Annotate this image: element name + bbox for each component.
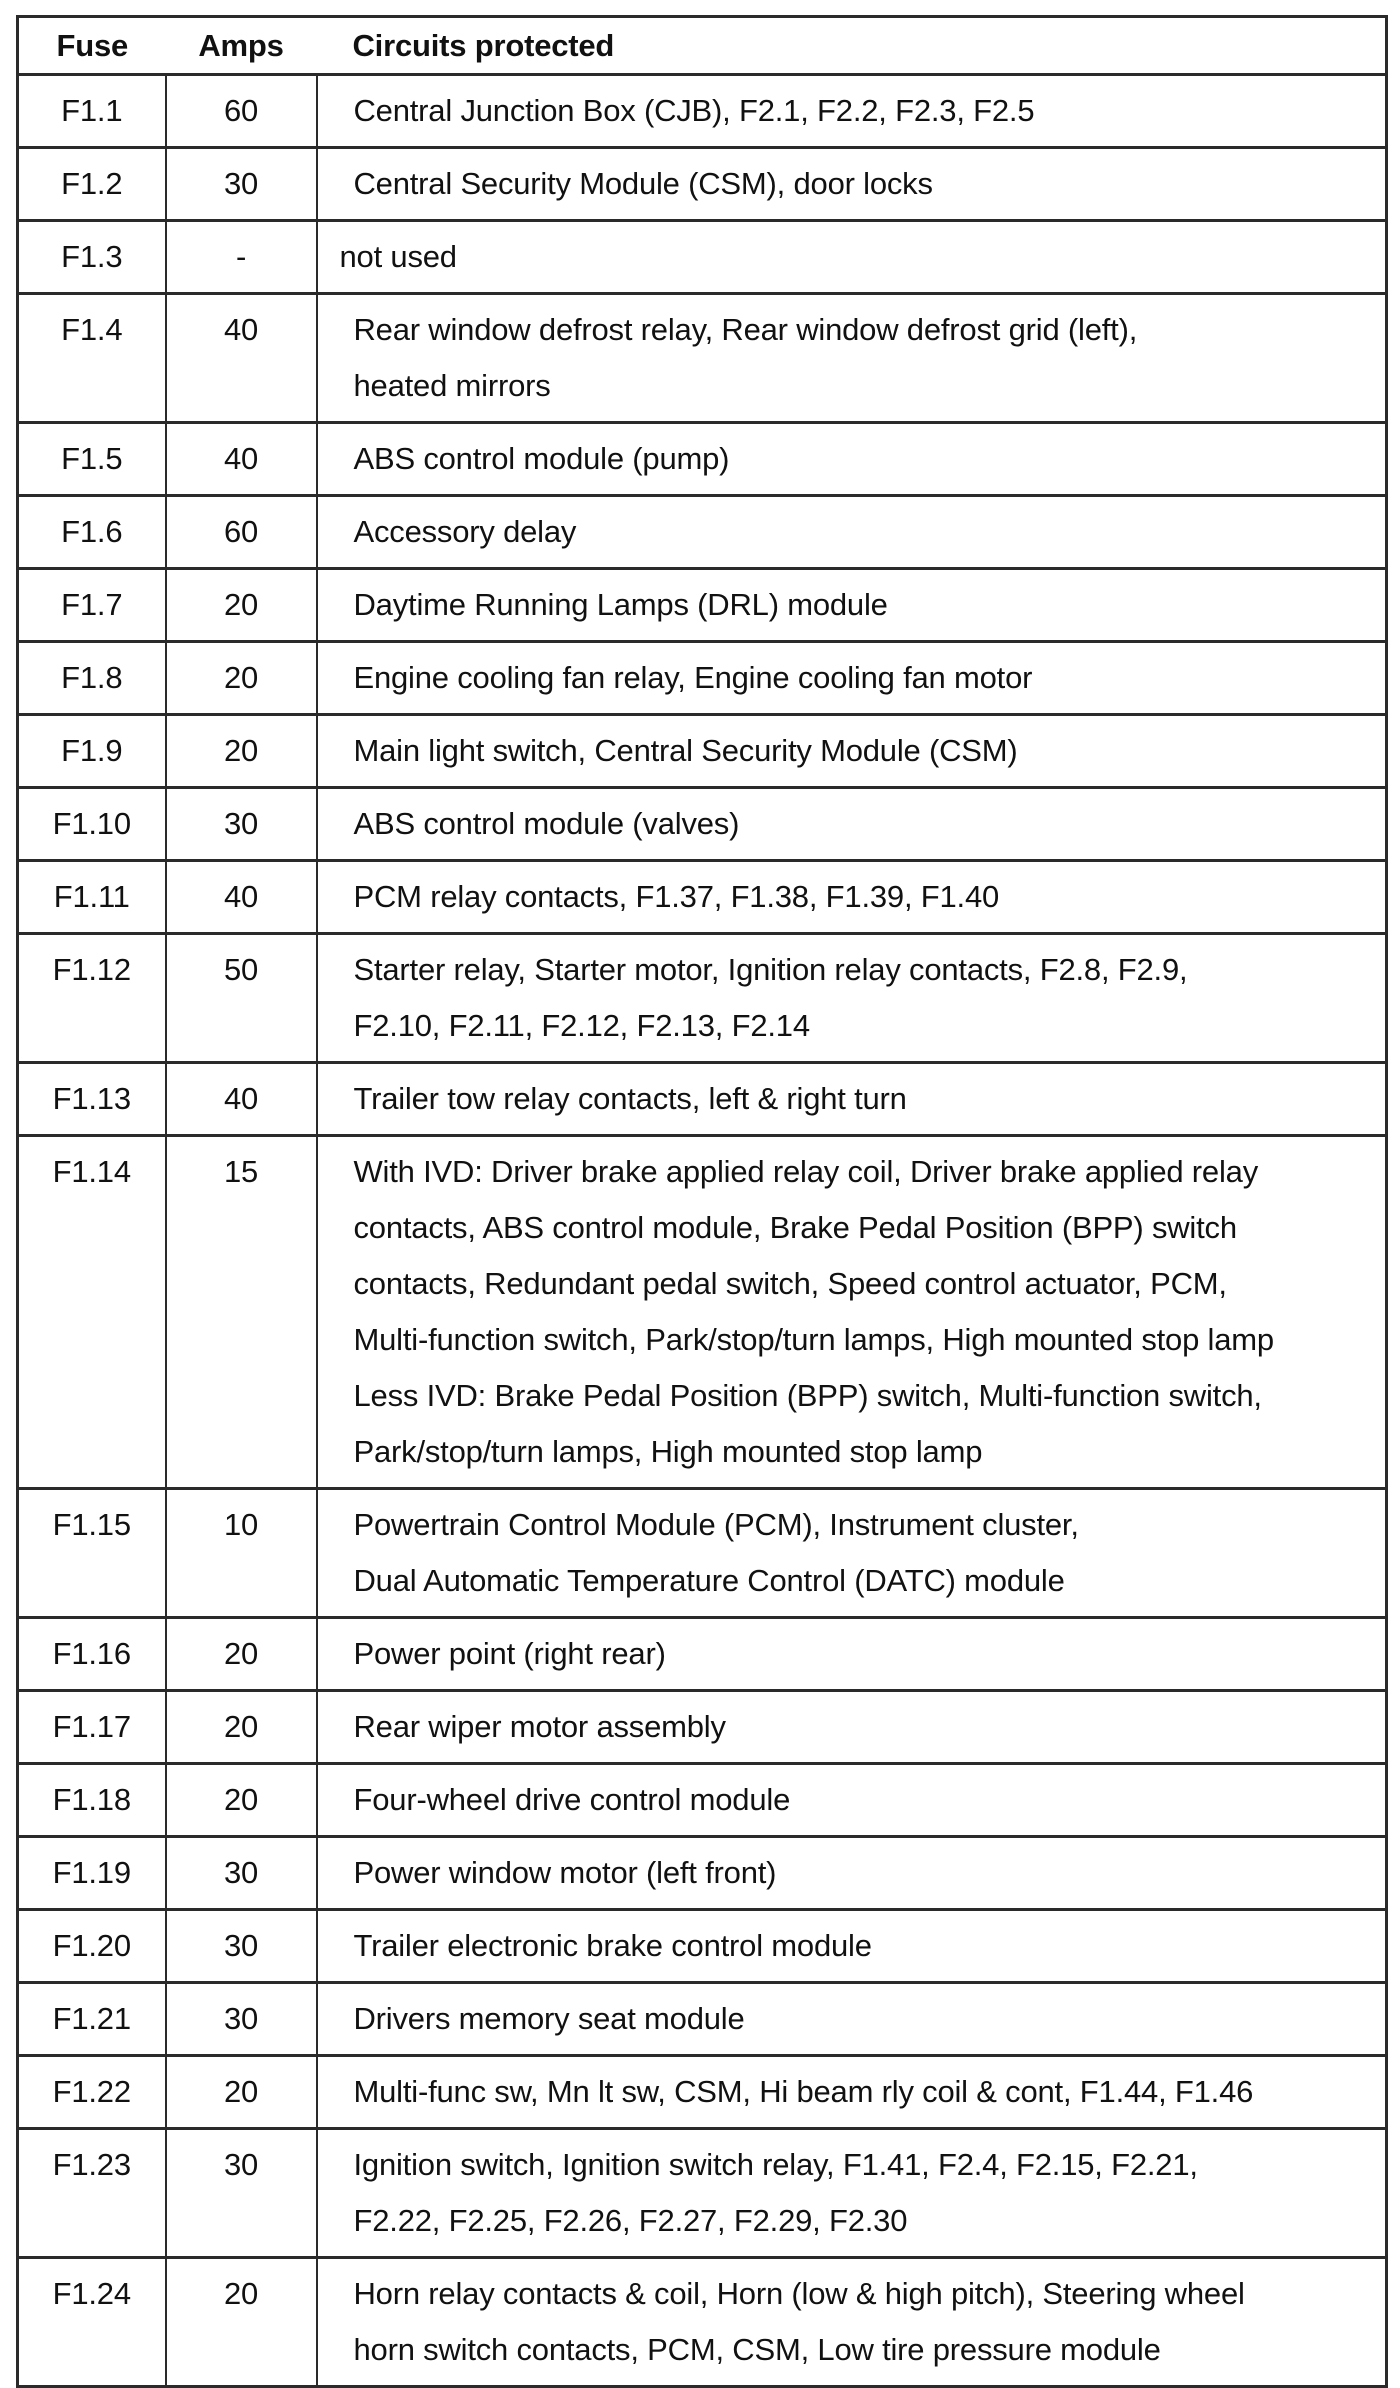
fuse-amps: 60: [166, 75, 317, 148]
circuit-line: Park/stop/turn lamps, High mounted stop lamp: [353, 1434, 983, 1469]
circuits-protected: [317, 2129, 1387, 2258]
fuse-id: F1.19: [18, 1837, 166, 1910]
fuse-amps: 10: [166, 1489, 317, 1618]
table-row: [18, 1764, 1387, 1837]
fuse-table: [16, 15, 1388, 2388]
fuse-id: F1.16: [18, 1618, 166, 1691]
circuits-protected: [317, 934, 1387, 1063]
circuit-line: not used: [339, 239, 457, 274]
table-row: [18, 221, 1387, 294]
fuse-id: F1.4: [18, 294, 166, 423]
circuit-line: Drivers memory seat module: [353, 2001, 745, 2036]
circuits-column-header: Circuits protected: [317, 17, 1387, 75]
table-row: [18, 1691, 1387, 1764]
fuse-amps: 30: [166, 1837, 317, 1910]
circuit-line: F2.22, F2.25, F2.26, F2.27, F2.29, F2.30: [353, 2203, 908, 2238]
circuit-line: Power point (right rear): [353, 1636, 666, 1671]
circuit-line: ABS control module (pump): [353, 441, 730, 476]
circuit-line: ABS control module (valves): [353, 806, 740, 841]
fuse-amps: 20: [166, 2056, 317, 2129]
circuit-line: Engine cooling fan relay, Engine cooling fan motor: [353, 660, 1033, 695]
circuit-line: Trailer electronic brake control module: [353, 1928, 872, 1963]
fuse-id: F1.15: [18, 1489, 166, 1618]
circuits-protected: [317, 1063, 1387, 1136]
circuit-line: Main light switch, Central Security Module (CSM): [353, 733, 1018, 768]
circuit-line: contacts, Redundant pedal switch, Speed control actuator, PCM,: [353, 1266, 1227, 1301]
circuits-protected: [317, 861, 1387, 934]
table-row: [18, 75, 1387, 148]
circuit-line: Dual Automatic Temperature Control (DATC) module: [353, 1563, 1065, 1598]
table-row: [18, 1489, 1387, 1618]
fuse-amps: 20: [166, 715, 317, 788]
circuit-line: Four-wheel drive control module: [353, 1782, 791, 1817]
circuits-protected: [317, 1691, 1387, 1764]
table-row: [18, 861, 1387, 934]
circuit-line: PCM relay contacts, F1.37, F1.38, F1.39, F1.40: [353, 879, 1000, 914]
table-row: [18, 2258, 1387, 2387]
table-row: [18, 294, 1387, 423]
fuse-amps: 40: [166, 423, 317, 496]
fuse-id: F1.8: [18, 642, 166, 715]
fuse-id: F1.22: [18, 2056, 166, 2129]
circuits-protected: [317, 1910, 1387, 1983]
fuse-amps: 20: [166, 2258, 317, 2387]
fuse-id: F1.17: [18, 1691, 166, 1764]
fuse-amps: 20: [166, 1764, 317, 1837]
table-row: [18, 569, 1387, 642]
circuits-protected: [317, 715, 1387, 788]
fuse-id: F1.14: [18, 1136, 166, 1489]
fuse-id: F1.7: [18, 569, 166, 642]
circuits-protected: [317, 75, 1387, 148]
fuse-id: F1.23: [18, 2129, 166, 2258]
table-row: [18, 2129, 1387, 2258]
fuse-id: F1.12: [18, 934, 166, 1063]
fuse-amps: 20: [166, 642, 317, 715]
circuits-protected: [317, 569, 1387, 642]
circuits-protected: [317, 1618, 1387, 1691]
fuse-amps: 30: [166, 788, 317, 861]
fuse-id: F1.5: [18, 423, 166, 496]
circuits-protected: [317, 1837, 1387, 1910]
fuse-amps: 20: [166, 1618, 317, 1691]
circuit-line: Accessory delay: [353, 514, 577, 549]
header-row: [18, 17, 1387, 75]
circuits-protected: [317, 2258, 1387, 2387]
fuse-id: F1.11: [18, 861, 166, 934]
fuse-id: F1.18: [18, 1764, 166, 1837]
circuit-line: heated mirrors: [353, 368, 551, 403]
circuits-protected: [317, 148, 1387, 221]
fuse-amps: -: [166, 221, 317, 294]
circuits-protected: [317, 1983, 1387, 2056]
table-row: [18, 423, 1387, 496]
fuse-amps: 30: [166, 1910, 317, 1983]
circuit-line: Rear wiper motor assembly: [353, 1709, 726, 1744]
table-row: [18, 1910, 1387, 1983]
fuse-id: F1.24: [18, 2258, 166, 2387]
circuits-protected: [317, 1489, 1387, 1618]
circuit-line: Central Security Module (CSM), door locks: [353, 166, 933, 201]
circuit-line: Starter relay, Starter motor, Ignition relay contacts, F2.8, F2.9,: [353, 952, 1188, 987]
circuit-line: Horn relay contacts & coil, Horn (low & high pitch), Steering wheel: [353, 2276, 1245, 2311]
circuits-protected: [317, 2056, 1387, 2129]
table-row: [18, 642, 1387, 715]
table-row: [18, 148, 1387, 221]
table-row: [18, 788, 1387, 861]
circuit-line: Daytime Running Lamps (DRL) module: [353, 587, 888, 622]
circuits-protected: [317, 423, 1387, 496]
fuse-id: F1.20: [18, 1910, 166, 1983]
fuse-amps: 40: [166, 294, 317, 423]
circuit-line: Less IVD: Brake Pedal Position (BPP) switch, Multi-function switch,: [353, 1378, 1262, 1413]
fuse-column-header: Fuse: [18, 17, 166, 75]
circuit-line: Multi-function switch, Park/stop/turn lamps, High mounted stop lamp: [353, 1322, 1274, 1357]
table-row: [18, 496, 1387, 569]
table-row: [18, 934, 1387, 1063]
circuits-protected: [317, 294, 1387, 423]
fuse-amps: 20: [166, 1691, 317, 1764]
fuse-amps: 60: [166, 496, 317, 569]
circuits-protected: [317, 496, 1387, 569]
amps-column-header: Amps: [166, 17, 317, 75]
circuit-line: Rear window defrost relay, Rear window defrost grid (left),: [353, 312, 1138, 347]
circuit-line: Trailer tow relay contacts, left & right turn: [353, 1081, 907, 1116]
fuse-amps: 30: [166, 1983, 317, 2056]
circuit-line: horn switch contacts, PCM, CSM, Low tire pressure module: [353, 2332, 1161, 2367]
table-row: [18, 1136, 1387, 1489]
fuse-amps: 30: [166, 2129, 317, 2258]
circuits-protected: [317, 1764, 1387, 1837]
circuit-line: Central Junction Box (CJB), F2.1, F2.2, F2.3, F2.5: [353, 93, 1035, 128]
table-row: [18, 1063, 1387, 1136]
fuse-id: F1.10: [18, 788, 166, 861]
table-row: [18, 2056, 1387, 2129]
fuse-id: F1.3: [18, 221, 166, 294]
circuits-protected: [317, 788, 1387, 861]
circuit-line: Powertrain Control Module (PCM), Instrument cluster,: [353, 1507, 1079, 1542]
circuit-line: Ignition switch, Ignition switch relay, F1.41, F2.4, F2.15, F2.21,: [353, 2147, 1198, 2182]
table-row: [18, 715, 1387, 788]
fuse-amps: 20: [166, 569, 317, 642]
fuse-amps: 30: [166, 148, 317, 221]
fuse-amps: 40: [166, 1063, 317, 1136]
fuse-amps: 50: [166, 934, 317, 1063]
fuse-id: F1.2: [18, 148, 166, 221]
circuit-line: F2.10, F2.11, F2.12, F2.13, F2.14: [353, 1008, 810, 1043]
circuit-line: With IVD: Driver brake applied relay coil, Driver brake applied relay: [353, 1154, 1258, 1189]
fuse-id: F1.1: [18, 75, 166, 148]
fuse-rows: [18, 75, 1387, 2387]
circuit-line: Multi-func sw, Mn lt sw, CSM, Hi beam rly coil & cont, F1.44, F1.46: [353, 2074, 1254, 2109]
circuits-protected: [317, 642, 1387, 715]
circuit-line: Power window motor (left front): [353, 1855, 777, 1890]
table-row: [18, 1983, 1387, 2056]
circuit-line: contacts, ABS control module, Brake Pedal Position (BPP) switch: [353, 1210, 1237, 1245]
table-row: [18, 1837, 1387, 1910]
fuse-id: F1.9: [18, 715, 166, 788]
fuse-amps: 15: [166, 1136, 317, 1489]
table-row: [18, 1618, 1387, 1691]
circuits-protected: [317, 1136, 1387, 1489]
fuse-id: F1.6: [18, 496, 166, 569]
fuse-id: F1.21: [18, 1983, 166, 2056]
fuse-amps: 40: [166, 861, 317, 934]
circuits-protected: [317, 221, 1387, 294]
fuse-id: F1.13: [18, 1063, 166, 1136]
